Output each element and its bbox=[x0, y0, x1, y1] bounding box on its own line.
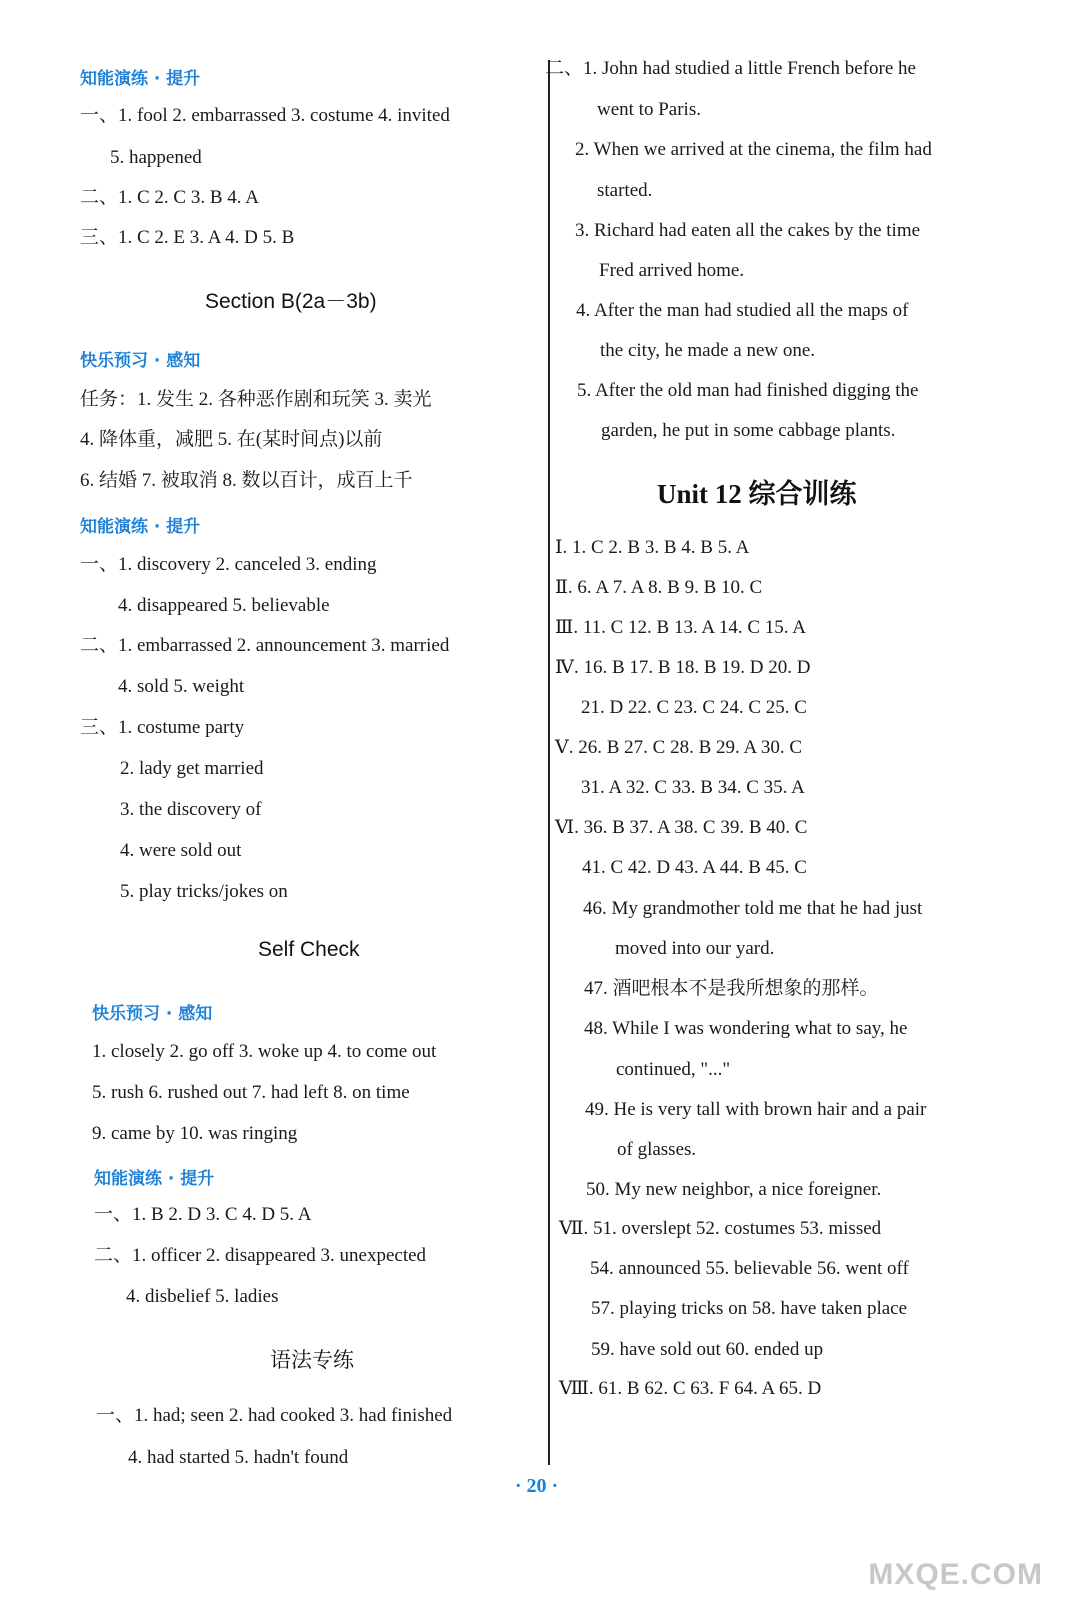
answer-line: 59. have sold out 60. ended up bbox=[591, 1339, 824, 1360]
answer-line: 6. 结婚 7. 被取消 8. 数以百计，成百上千 bbox=[80, 470, 413, 491]
answer-line: 50. My new neighbor, a nice foreigner. bbox=[586, 1179, 882, 1200]
answer-line: Ⅴ. 26. B 27. C 28. B 29. A 30. C bbox=[555, 737, 803, 758]
answer-line: 4. disappeared 5. believable bbox=[118, 595, 330, 616]
answer-line: Ⅰ. 1. C 2. B 3. B 4. B 5. A bbox=[555, 537, 750, 558]
answer-line: 5. After the old man had finished digging the bbox=[577, 380, 919, 401]
answer-line: 4. were sold out bbox=[120, 840, 242, 861]
answer-line: 54. announced 55. believable 56. went off bbox=[590, 1258, 909, 1279]
answer-line: 48. While I was wondering what to say, he bbox=[584, 1018, 908, 1039]
answer-line: went to Paris. bbox=[597, 99, 701, 120]
answer-line: 任务：1. 发生 2. 各种恶作剧和玩笑 3. 卖光 bbox=[80, 389, 432, 410]
answer-line: Ⅲ. 11. C 12. B 13. A 14. C 15. A bbox=[555, 617, 806, 638]
answer-line: 二、1. C 2. C 3. B 4. A bbox=[80, 187, 259, 208]
section-header: 快乐预习 · 感知 bbox=[92, 1004, 213, 1024]
answer-line: moved into our yard. bbox=[615, 938, 775, 959]
answer-line: 一、1. had; seen 2. had cooked 3. had finished bbox=[96, 1405, 453, 1426]
answer-line: 4. had started 5. hadn't found bbox=[128, 1447, 349, 1468]
section-title: 语法专练 bbox=[270, 1348, 354, 1372]
answer-line: 5. rush 6. rushed out 7. had left 8. on time bbox=[92, 1082, 410, 1103]
answer-line: 4. 降体重，减肥 5. 在(某时间点)以前 bbox=[80, 429, 383, 450]
answer-line: 5. happened bbox=[110, 147, 202, 168]
answer-line: 2. lady get married bbox=[120, 758, 264, 779]
answer-line: Ⅳ. 16. B 17. B 18. B 19. D 20. D bbox=[555, 657, 811, 678]
answer-line: the city, he made a new one. bbox=[600, 340, 816, 361]
section-header: 快乐预习 · 感知 bbox=[80, 351, 201, 371]
answer-line: started. bbox=[597, 180, 653, 201]
answer-line: 47. 酒吧根本不是我所想象的那样。 bbox=[584, 978, 879, 999]
answer-line: 4. After the man had studied all the maps of bbox=[576, 300, 909, 321]
answer-line: 一、1. discovery 2. canceled 3. ending bbox=[80, 554, 377, 575]
answer-line: 4. sold 5. weight bbox=[118, 676, 245, 697]
answer-line: 1. closely 2. go off 3. woke up 4. to come out bbox=[92, 1041, 437, 1062]
section-header: 知能演练 · 提升 bbox=[94, 1169, 215, 1189]
answer-line: 二、1. embarrassed 2. announcement 3. married bbox=[80, 635, 450, 656]
answer-line: 9. came by 10. was ringing bbox=[92, 1123, 298, 1144]
answer-line: 三、1. costume party bbox=[80, 717, 245, 738]
column-divider bbox=[548, 60, 550, 1465]
answer-line: Ⅶ. 51. overslept 52. costumes 53. missed bbox=[559, 1218, 882, 1239]
section-title: Section B(2a－3b) bbox=[205, 290, 377, 313]
answer-line: of glasses. bbox=[617, 1139, 697, 1160]
answer-line: 3. Richard had eaten all the cakes by the time bbox=[575, 220, 921, 241]
answer-line: 3. the discovery of bbox=[120, 799, 262, 820]
answer-line: Fred arrived home. bbox=[599, 260, 745, 281]
answer-line: 31. A 32. C 33. B 34. C 35. A bbox=[581, 777, 805, 798]
answer-line: 46. My grandmother told me that he had just bbox=[583, 898, 923, 919]
answer-line: 一、1. fool 2. embarrassed 3. costume 4. invited bbox=[80, 105, 450, 126]
answer-line: garden, he put in some cabbage plants. bbox=[601, 420, 896, 441]
answer-line: Ⅷ. 61. B 62. C 63. F 64. A 65. D bbox=[559, 1378, 822, 1399]
watermark: MXQE.COM bbox=[868, 1558, 1043, 1591]
answer-line: 5. play tricks/jokes on bbox=[120, 881, 288, 902]
answer-line: 2. When we arrived at the cinema, the film had bbox=[575, 139, 932, 160]
answer-line: 一、1. B 2. D 3. C 4. D 5. A bbox=[94, 1204, 312, 1225]
page-number: · 20 · bbox=[514, 1475, 559, 1497]
answer-line: 三、1. C 2. E 3. A 4. D 5. B bbox=[80, 227, 295, 248]
answer-line: 57. playing tricks on 58. have taken place bbox=[591, 1298, 908, 1319]
answer-line: 49. He is very tall with brown hair and a pair bbox=[585, 1099, 927, 1120]
answer-line: Ⅵ. 36. B 37. A 38. C 39. B 40. C bbox=[555, 817, 808, 838]
section-header: 知能演练 · 提升 bbox=[80, 69, 201, 89]
unit-title: Unit 12 综合训练 bbox=[657, 479, 857, 509]
answer-line: 41. C 42. D 43. A 44. B 45. C bbox=[582, 857, 807, 878]
answer-line: Ⅱ. 6. A 7. A 8. B 9. B 10. C bbox=[555, 577, 763, 598]
answer-line: 二、1. officer 2. disappeared 3. unexpected bbox=[94, 1245, 427, 1266]
answer-line: continued, "..." bbox=[616, 1059, 731, 1080]
answer-line: 4. disbelief 5. ladies bbox=[126, 1286, 279, 1307]
answer-line: 二、1. John had studied a little French before he bbox=[545, 58, 916, 79]
answer-line: 21. D 22. C 23. C 24. C 25. C bbox=[581, 697, 807, 718]
section-title: Self Check bbox=[258, 938, 360, 961]
section-header: 知能演练 · 提升 bbox=[80, 517, 201, 537]
